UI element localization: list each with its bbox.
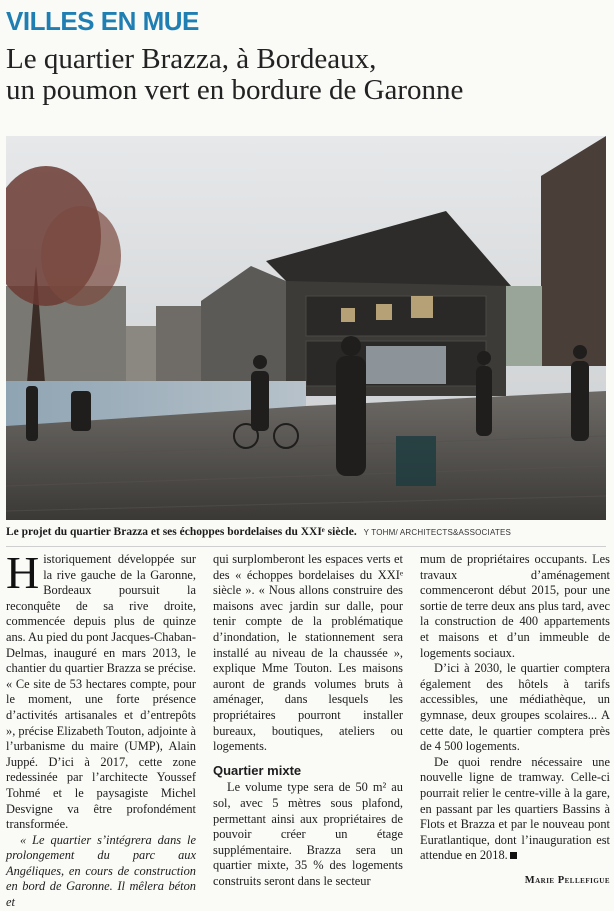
caption-divider	[6, 546, 606, 547]
article-photo	[6, 136, 606, 520]
author-byline: Marie Pellefigue	[524, 874, 610, 886]
headline-line-1: Le quartier Brazza, à Bordeaux,	[6, 43, 377, 75]
paragraph-7-text: De quoi rendre nécessaire une nouvelle ligne de tramway. Celle-ci pourrait relier le centre-ville à la gare, en passant par les quartiers Bassins à Flots et Brazza et par le nouveau pont Euratlantique, dont l’inauguration est attendue en 2018.	[420, 754, 610, 863]
paragraph-5: mum de propriétaires occupants. Les travaux d’aménagement commenceront début 2015, pour une sortie de terre deux ans plus tard, avec la construction de 400 appartements et maisons et d’un immeuble de logements sociaux.	[420, 552, 610, 660]
paragraph-1	[6, 547, 196, 833]
headline-line-2: un poumon vert en bordure de Garonne	[6, 74, 464, 106]
photo-caption-row	[6, 524, 606, 540]
subheading: Quartier mixte	[213, 762, 302, 778]
article-column-2	[213, 552, 403, 889]
end-of-article-mark	[510, 852, 517, 859]
paragraph-2: « Le quartier s’intégrera dans le prolongement du parc aux Angéliques, en cours de construction en bord de Garonne. Il mêlera béton et	[6, 832, 196, 910]
paragraph-3: qui surplomberont les espaces verts et des « échoppes bordelaises du XXIᵉ siècle ». « Nous allons construire des maisons avec jardin sur dalle, pour tenir compte de la problématique d’inondation, le stationnement sera installé au niveau de la chaussée », explique Mme Touton. Les maisons auront de grands volumes bruts à aménager, dans lesquels les propriétaires pourront installer bureaux, boutiques, ateliers ou logements.	[213, 552, 403, 754]
section-kicker: VILLES EN MUE	[6, 6, 199, 36]
paragraph-1-text: istoriquement développée sur la rive gauche de la Garonne, Bordeaux poursuit la reconquête de sa rive droite, commencée depuis plus de quinze ans. Au pied du pont Jacques-Chaban-Delmas, inauguré en mars 2013, le chantier du quartier Brazza se précise. « Ce site de 53 hectares compte, pour le moment, une forte présence d’activités artisanales et d’entrepôts », précise Elizabeth Touton, adjointe à l’urbanisme du maire (UMP), Alain Juppé. D’ici à 2017, cette zone redessinée par l’architecte Youssef Tohmé et le paysagiste Michel Desvigne va être profondément transformée.	[6, 552, 196, 832]
drop-cap: H	[6, 547, 40, 598]
paragraph-7	[420, 755, 610, 864]
article-column-1	[6, 547, 196, 911]
photo-caption: Le projet du quartier Brazza et ses échoppes bordelaises du XXIᵉ siècle.	[6, 526, 357, 538]
paragraph-6: D’ici à 2030, le quartier comptera également des hôtels à tarifs accessibles, une médiathèque, un gymnase, deux groupes scolaires... A cette date, le quartier comptera près de 4 500 logements.	[420, 661, 610, 754]
photo-credit: Y TOHM/ ARCHITECTS&ASSOCIATES	[363, 528, 512, 537]
architectural-rendering-image	[6, 136, 606, 520]
paragraph-4: Le volume type sera de 50 m² au sol, avec 5 mètres sous plafond, permettant ainsi aux propriétaires de pouvoir créer un étage supplémentaire. Brazza sera un quartier mixte, 35 % des logements construits seront dans le secteur	[213, 780, 403, 888]
article-headline	[6, 44, 606, 106]
article-column-3	[420, 552, 610, 888]
